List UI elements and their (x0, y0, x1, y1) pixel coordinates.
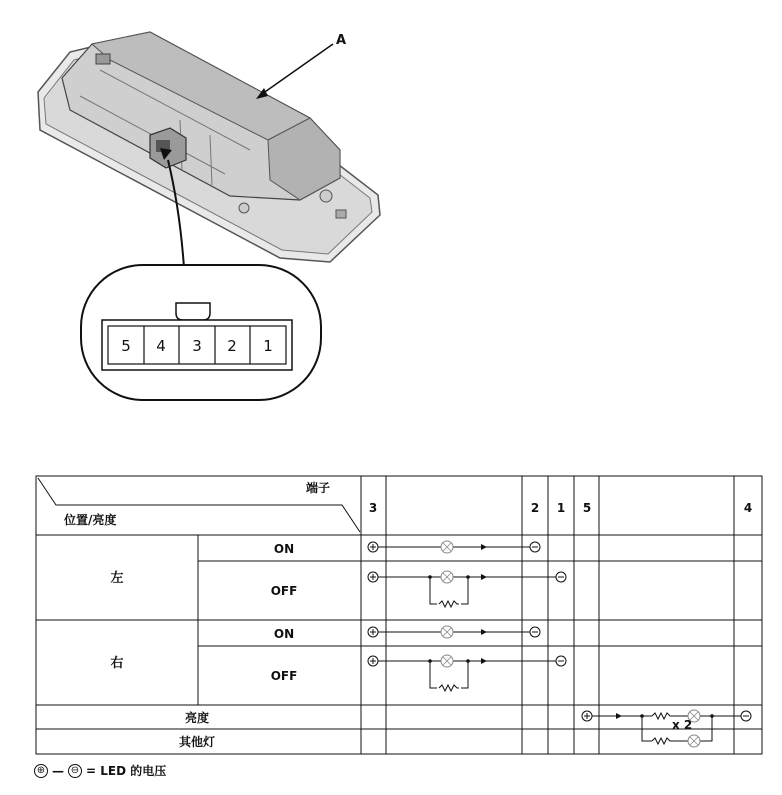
pin-5: 5 (121, 337, 131, 355)
group-left: 左 (110, 571, 124, 586)
pin-1: 1 (263, 337, 273, 355)
col-terminal-3: 3 (368, 501, 378, 515)
col-terminal-2: 2 (530, 501, 540, 515)
circuit-left-on (368, 541, 540, 553)
lamp-housing-drawing (38, 32, 380, 268)
pin-4: 4 (156, 337, 166, 355)
multiplier-label: x 2 (672, 718, 693, 732)
brightness-label: 亮度 (184, 711, 210, 725)
group-right: 右 (110, 656, 124, 671)
col-terminal-1: 1 (556, 501, 566, 515)
col-terminal-4: 4 (743, 501, 753, 515)
state-right-on: ON (273, 627, 295, 641)
pin-3: 3 (192, 337, 202, 355)
legend (34, 762, 166, 779)
other-lights-label: 其他灯 (178, 735, 216, 749)
legend-dash: — (52, 763, 64, 778)
state-right-off: OFF (270, 669, 298, 683)
circuit-right-on (368, 626, 540, 638)
legend-text: = LED 的电压 (86, 764, 167, 778)
header-position: 位置/亮度 (64, 513, 117, 527)
minus-terminal-icon: ⊖ (68, 764, 82, 778)
pin-2: 2 (227, 337, 237, 355)
plus-terminal-icon: ⊕ (34, 764, 48, 778)
state-left-off: OFF (270, 584, 298, 598)
circuit-left-off (368, 571, 566, 608)
header-terminal: 端子 (306, 481, 331, 495)
circuit-right-off (368, 655, 566, 692)
connector-face-view (81, 265, 321, 400)
callout-label: A (336, 33, 347, 48)
state-left-on: ON (273, 542, 295, 556)
col-terminal-5: 5 (582, 501, 592, 515)
